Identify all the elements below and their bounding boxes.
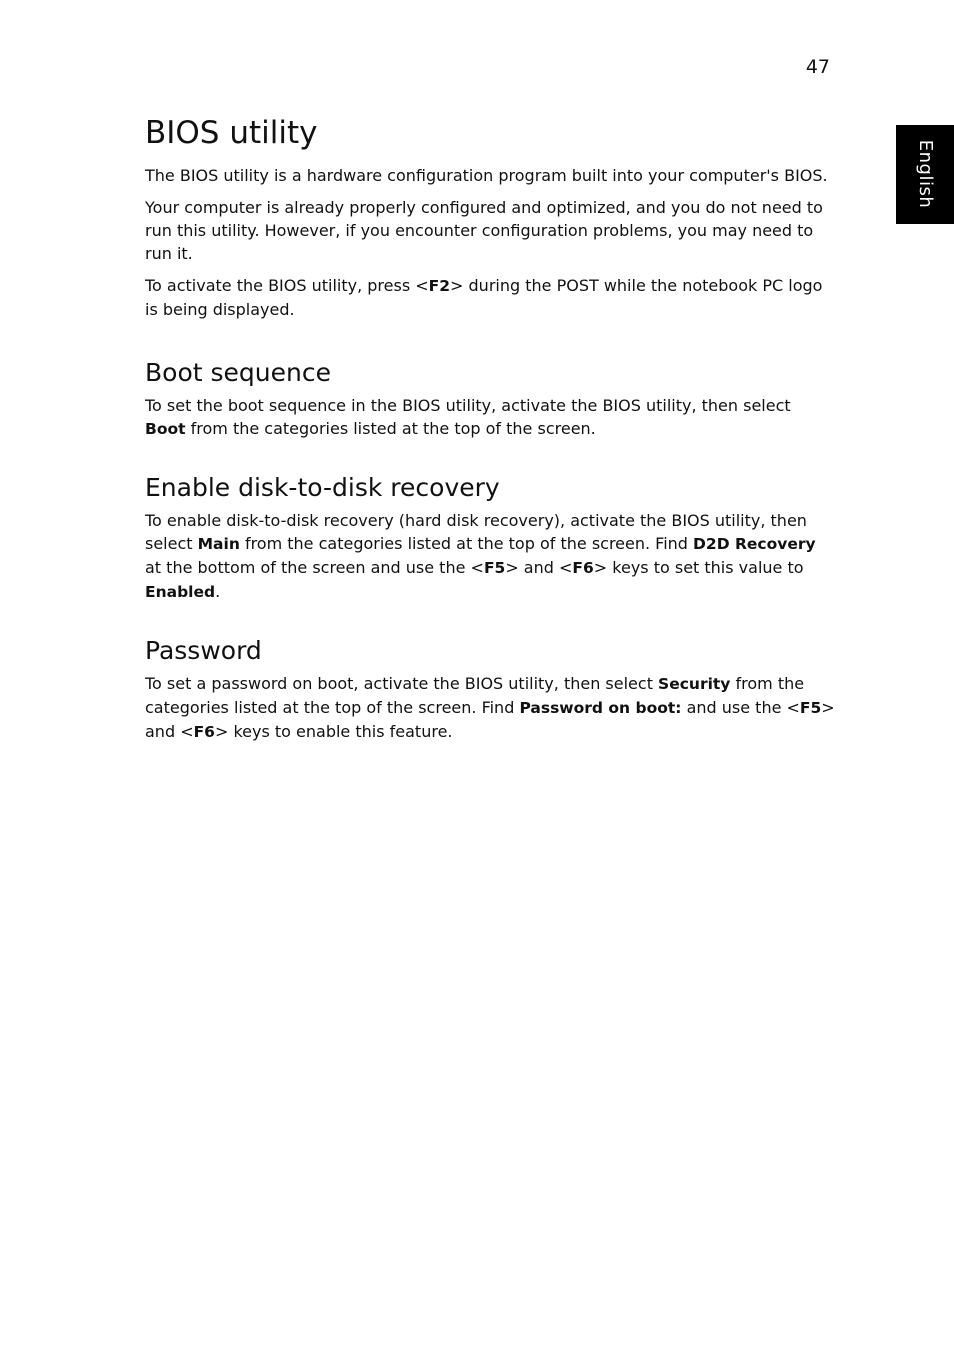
language-side-tab bbox=[896, 125, 954, 224]
boot-sequence-paragraph: To set the boot sequence in the BIOS utility, activate the BIOS utility, then select Boot from the categories listed at the top of the screen. bbox=[145, 396, 791, 438]
intro-paragraph-2: Your computer is already properly configured and optimized, and you do not need to run this utility. However, if you encounter configuration problems, you may need to run it. bbox=[145, 198, 823, 263]
password-paragraph: To set a password on boot, activate the BIOS utility, then select Security from the categories listed at the top of the screen. Find Password on boot: and use the <F5> and <F6> keys to enable this feature. bbox=[145, 674, 835, 741]
key-f6: F6 bbox=[193, 723, 215, 741]
keyword-enabled: Enabled bbox=[145, 583, 216, 601]
d2d-recovery-heading: Enable disk-to-disk recovery bbox=[145, 473, 500, 502]
boot-sequence-section bbox=[145, 357, 835, 441]
activate-paragraph: To activate the BIOS utility, press <F2> during the POST while the notebook PC logo is being displayed. bbox=[145, 276, 823, 319]
page-title: BIOS utility bbox=[145, 115, 318, 151]
keyword-security: Security bbox=[658, 675, 731, 693]
language-side-tab-label: English bbox=[915, 139, 936, 209]
password-section bbox=[145, 635, 835, 744]
d2d-recovery-section bbox=[145, 472, 835, 604]
page-number: 47 bbox=[805, 56, 830, 78]
keyword-d2d-recovery: D2D Recovery bbox=[693, 535, 816, 553]
main-content bbox=[145, 112, 835, 753]
key-f2: F2 bbox=[428, 277, 451, 295]
key-f5: F5 bbox=[483, 559, 506, 577]
password-heading: Password bbox=[145, 636, 262, 665]
d2d-recovery-paragraph: To enable disk-to-disk recovery (hard disk recovery), activate the BIOS utility, then select Main from the categories listed at the top of the screen. Find D2D Recovery at the bottom of the screen and use the <F5> and <F6> keys to set this value to Enabled. bbox=[145, 511, 816, 601]
intro-paragraph-1: The BIOS utility is a hardware configuration program built into your computer's BIOS. bbox=[145, 166, 828, 185]
keyword-boot: Boot bbox=[145, 420, 186, 438]
keyword-main: Main bbox=[197, 535, 240, 553]
key-f5: F5 bbox=[799, 699, 822, 717]
keyword-password-on-boot: Password on boot: bbox=[519, 699, 682, 717]
boot-sequence-heading: Boot sequence bbox=[145, 358, 331, 387]
key-f6: F6 bbox=[572, 559, 594, 577]
